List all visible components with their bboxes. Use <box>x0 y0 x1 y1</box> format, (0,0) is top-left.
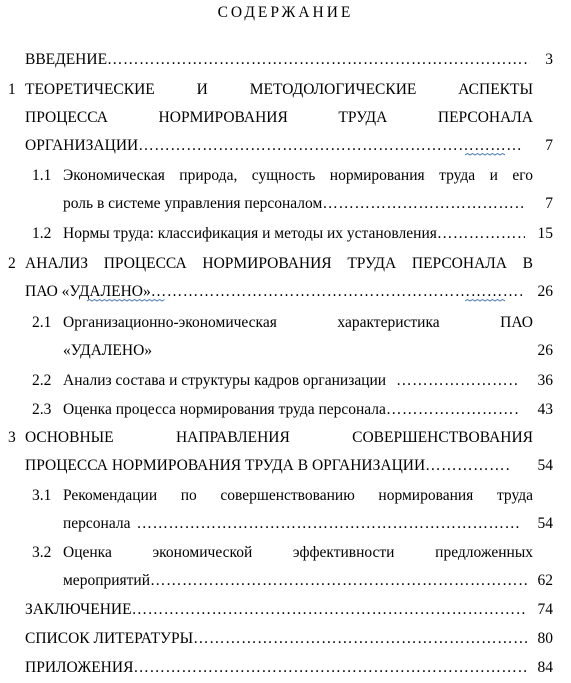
entry-page: 62 <box>537 572 553 589</box>
entry-label: «УДАЛЕНО» <box>63 342 153 359</box>
toc-entry-3-1-line2 <box>0 512 571 536</box>
toc-entry-1-1-line1[interactable] <box>0 164 571 188</box>
entry-page: 7 <box>545 137 553 154</box>
entry-page: 54 <box>537 515 553 532</box>
leader-dots <box>386 398 520 422</box>
entry-label: ТЕОРЕТИЧЕСКИЕ И МЕТОДОЛОГИЧЕСКИЕ АСПЕКТЫ <box>25 81 533 98</box>
entry-number: 1.1 <box>32 167 52 184</box>
entry-label: роль в системе управления персоналом <box>63 195 323 212</box>
leader-dots <box>437 222 525 246</box>
leader-dots <box>132 598 527 622</box>
entry-page: 43 <box>537 401 553 418</box>
entry-page: 74 <box>537 601 553 618</box>
toc-title: СОДЕРЖАНИЕ <box>217 4 354 21</box>
entry-label: ПРОЦЕССА НОРМИРОВАНИЯ ТРУДА ПЕРСОНАЛА <box>25 109 533 126</box>
entry-number: 2.1 <box>32 314 52 331</box>
toc-entry-conclusion[interactable] <box>0 598 571 622</box>
entry-number: 3.2 <box>32 544 52 561</box>
entry-label: персонала <box>63 515 131 532</box>
toc-entry-1-1-line2 <box>0 192 571 216</box>
leader-dots <box>150 569 528 593</box>
leader-dots <box>425 454 512 478</box>
entry-page: 15 <box>537 225 553 242</box>
entry-label: ОРГАНИЗАЦИИ <box>25 137 139 154</box>
entry-label: ПРОЦЕССА НОРМИРОВАНИЯ ТРУДА В ОРГАНИЗАЦИИ <box>25 457 426 474</box>
entry-label: ОСНОВНЫЕ НАПРАВЛЕНИЯ СОВЕРШЕНСТВОВАНИЯ <box>25 429 533 446</box>
toc-entry-2-1-line1[interactable] <box>0 311 571 335</box>
toc-entry-references[interactable] <box>0 627 571 651</box>
spellcheck-underline <box>465 153 505 156</box>
leader-dots <box>107 48 530 72</box>
entry-number: 1 <box>8 81 16 98</box>
toc-entry-3-2-line1[interactable] <box>0 541 571 565</box>
entry-number: 2 <box>8 255 16 272</box>
leader-dots <box>136 512 520 536</box>
entry-page: 84 <box>537 659 553 676</box>
toc-entry-1-2[interactable] <box>0 222 571 246</box>
leader-dots <box>322 192 525 216</box>
toc-entry-2-3[interactable] <box>0 398 571 422</box>
leader-dots <box>396 369 520 393</box>
entry-page: 80 <box>537 630 553 647</box>
entry-label: мероприятий <box>63 572 151 589</box>
toc-entry-2-1-line2 <box>0 339 571 363</box>
toc-entry-3-2-line2 <box>0 569 571 593</box>
entry-label: ЗАКЛЮЧЕНИЕ <box>25 601 132 618</box>
entry-number: 3 <box>8 429 16 446</box>
entry-page: 26 <box>537 342 553 359</box>
entry-label: АНАЛИЗ ПРОЦЕССА НОРМИРОВАНИЯ ТРУДА ПЕРСОНАЛА В <box>25 255 533 272</box>
toc-entry-ch2-line1[interactable] <box>0 252 571 276</box>
entry-page: 7 <box>545 195 553 212</box>
entry-label: Организационно-экономическая характеристика ПАО <box>63 314 533 331</box>
entry-page: 54 <box>537 457 553 474</box>
entry-number: 1.2 <box>32 225 52 242</box>
entry-label: Оценка процесса нормирования труда персонала <box>63 401 386 418</box>
toc-entry-2-2[interactable] <box>0 369 571 393</box>
entry-number: 3.1 <box>32 487 52 504</box>
toc-entry-ch1-line1[interactable] <box>0 78 571 102</box>
entry-label: ПРИЛОЖЕНИЯ <box>25 659 134 676</box>
entry-label: Нормы труда: классификация и методы их установления <box>63 225 437 242</box>
entry-label: Экономическая природа, сущность нормирования труда и его <box>63 167 533 184</box>
toc-entry-intro[interactable] <box>0 48 571 72</box>
spellcheck-underline <box>465 299 505 302</box>
toc-entry-ch1-line2 <box>0 106 571 130</box>
toc-entry-ch3-line1[interactable] <box>0 426 571 450</box>
entry-label: Анализ состава и структуры кадров организации <box>63 372 387 389</box>
entry-label: СПИСОК ЛИТЕРАТУРЫ <box>25 630 194 647</box>
toc-entry-ch3-line2 <box>0 454 571 478</box>
entry-number: 2.3 <box>32 401 52 418</box>
spellcheck-underline <box>87 299 165 302</box>
entry-page: 3 <box>545 51 553 68</box>
leader-dots <box>133 656 527 680</box>
leader-dots <box>193 627 527 651</box>
entry-page: 36 <box>537 372 553 389</box>
entry-number: 2.2 <box>32 372 52 389</box>
entry-label: ВВЕДЕНИЕ <box>25 51 108 68</box>
toc-entry-appendix[interactable] <box>0 656 571 680</box>
entry-label: Рекомендации по совершенствованию нормирования труда <box>63 487 533 504</box>
entry-label: ПАО «УДАЛЕНО» <box>25 283 151 300</box>
entry-label: Оценка экономической эффективности предложенных <box>63 544 533 561</box>
toc-entry-3-1-line1[interactable] <box>0 484 571 508</box>
entry-page: 26 <box>537 283 553 300</box>
